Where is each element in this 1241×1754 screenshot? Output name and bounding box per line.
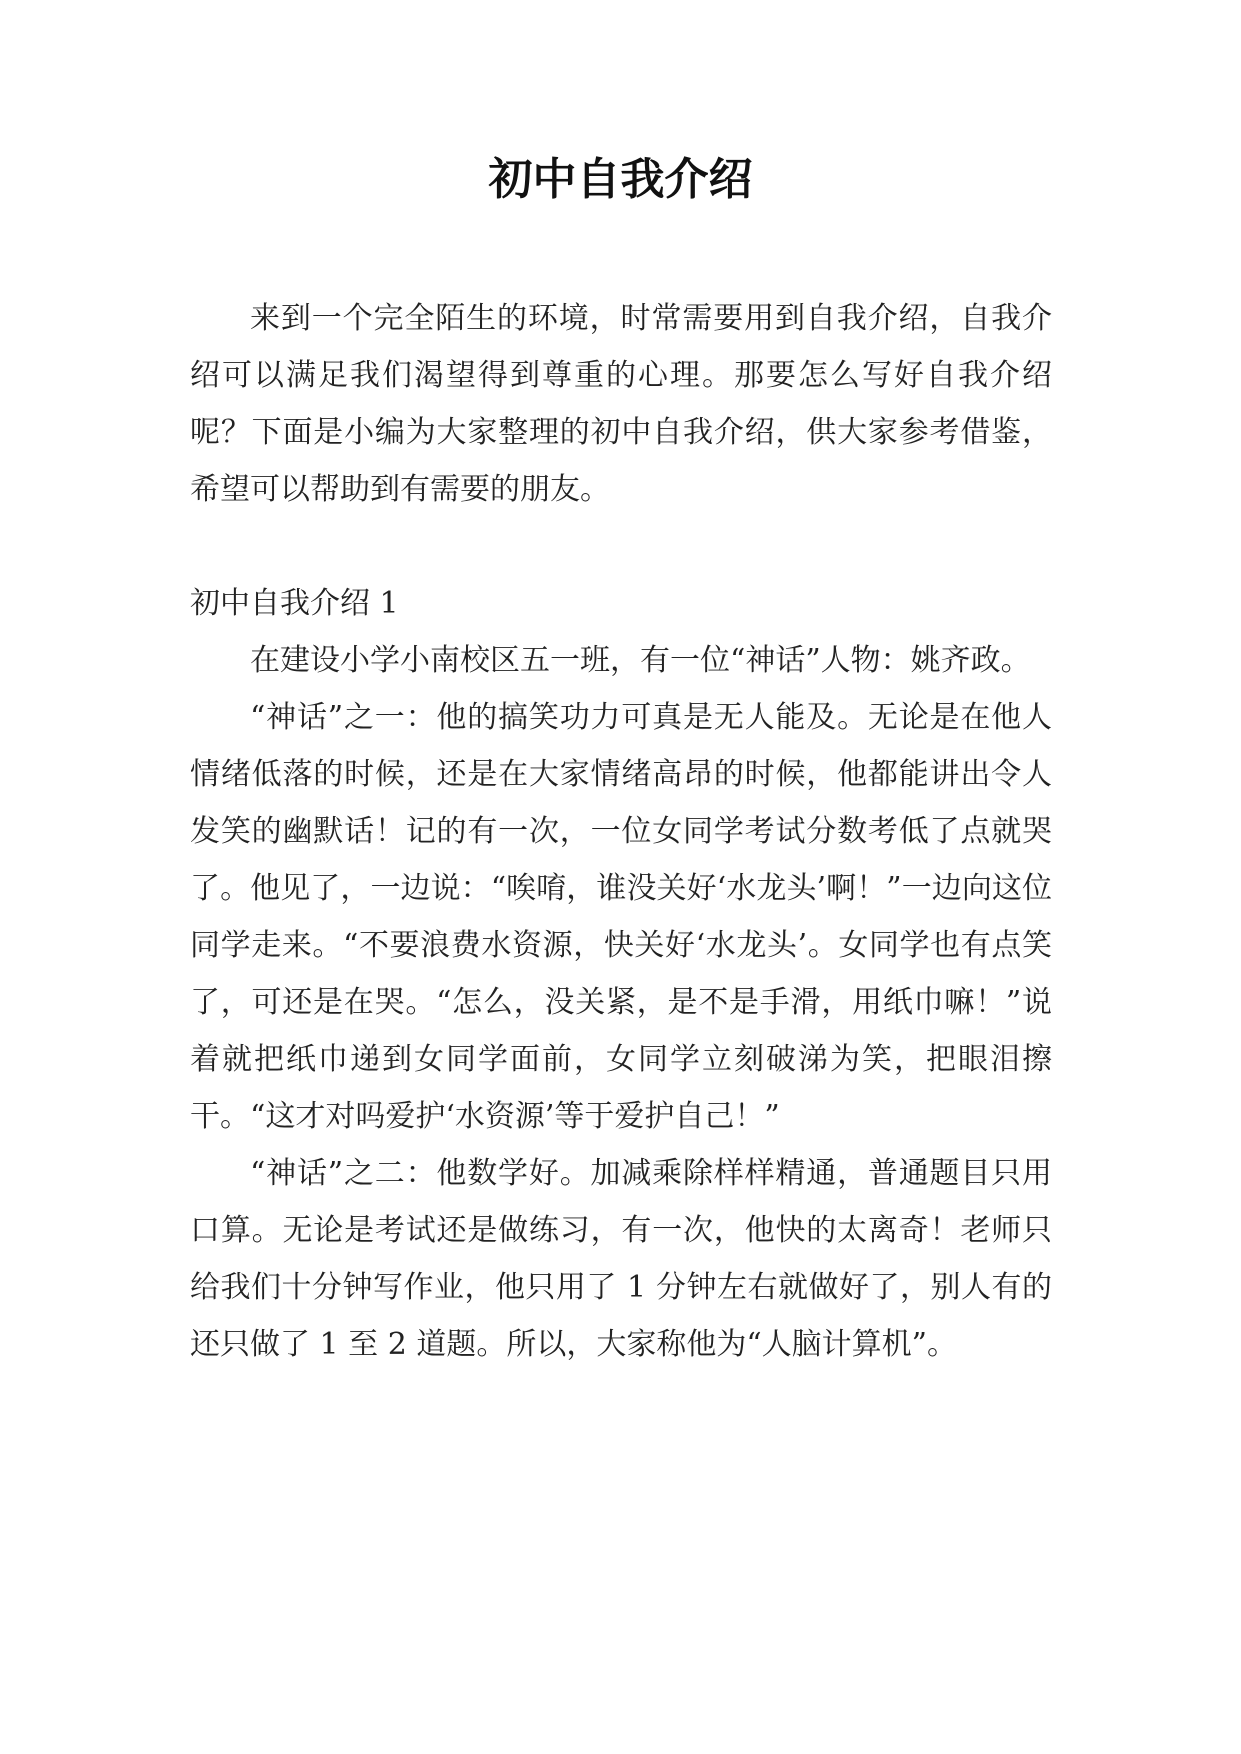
- section-heading: 初中自我介绍 1: [190, 586, 399, 621]
- body-paragraph-1: 在建设小学小南校区五一班，有一位“神话”人物：姚齐政。: [250, 643, 1031, 678]
- body-paragraph-2: “神话”之一：他的搞笑功力可真是无人能及。无论是在他人情绪低落的时候，还是在大家情绪高昂的时候，他都能讲出令人发笑的幽默话！记的有一次，一位女同学考试分数考低了点就哭了。他见了，一边说：“唉唷，谁没关好‘水龙头’啊！”一边向这位同学走来。“不要浪费水资源，快关好‘水龙头’。女同学也有点笑了，可还是在哭。“怎么，没关紧，是不是手滑，用纸巾嘛！”说着就把纸巾递到女同学面前，女同学立刻破涕为笑，把眼泪擦干。“这才对吗爱护‘水资源’等于爱护自己！”: [190, 700, 1052, 1134]
- document-body: [190, 290, 1052, 1373]
- intro-paragraph: 来到一个完全陌生的环境，时常需要用到自我介绍，自我介绍可以满足我们渴望得到尊重的心理。那要怎么写好自我介绍呢？下面是小编为大家整理的初中自我介绍，供大家参考借鉴，希望可以帮助到有需要的朋友。: [190, 301, 1052, 507]
- body-paragraph-3: “神话”之二：他数学好。加减乘除样样精通，普通题目只用口算。无论是考试还是做练习，有一次，他快的太离奇！老师只给我们十分钟写作业，他只用了 1 分钟左右就做好了，别人有的还只做了 1 至 2 道题。所以，大家称他为“人脑计算机”。: [190, 1156, 1052, 1362]
- document-title: 初中自我介绍: [488, 154, 753, 205]
